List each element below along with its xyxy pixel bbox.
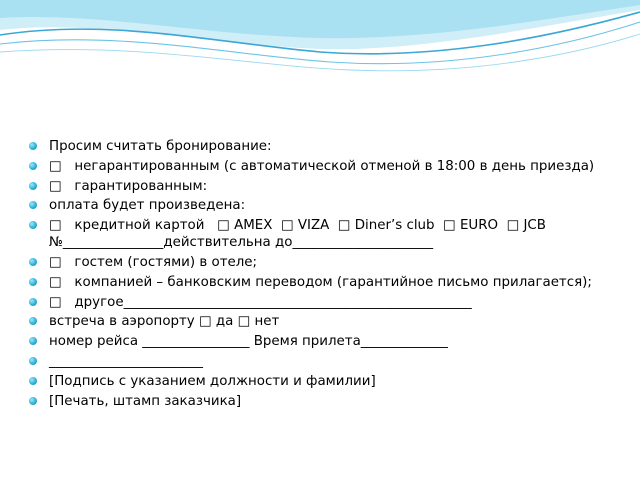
list-item: [Печать, штамп заказчика] — [29, 393, 619, 410]
bullet-icon — [29, 357, 37, 365]
list-item: □ негарантированным (с автоматической отменой в 18:00 в день приезда) — [29, 158, 619, 175]
bullet-icon — [29, 298, 37, 306]
booking-list — [29, 138, 619, 412]
list-item: □ гостем (гостями) в отеле; — [29, 254, 619, 271]
bullet-icon — [29, 221, 37, 229]
bullet-icon — [29, 258, 37, 266]
list-item: □ компанией – банковским переводом (гарантийное письмо прилагается); — [29, 274, 619, 291]
list-item: [Подпись с указанием должности и фамилии] — [29, 373, 619, 390]
bullet-icon — [29, 182, 37, 190]
bullet-icon — [29, 142, 37, 150]
list-item: Просим считать бронирование: — [29, 138, 619, 155]
bullet-icon — [29, 397, 37, 405]
bullet-icon — [29, 201, 37, 209]
list-item: □ кредитной картой □ АМЕХ □ VIZA □ Diner’s club □ EURO □ JCB №_______________действительна до_____________________ — [29, 217, 619, 251]
bullet-icon — [29, 278, 37, 286]
bullet-icon — [29, 317, 37, 325]
bullet-icon — [29, 337, 37, 345]
list-item: □ гарантированным: — [29, 178, 619, 195]
list-item: _______________________ — [29, 353, 619, 370]
list-item: оплата будет произведена: — [29, 197, 619, 214]
list-item: □ другое____________________________________________________ — [29, 294, 619, 311]
list-item: номер рейса ________________ Время прилета_____________ — [29, 333, 619, 350]
bullet-icon — [29, 162, 37, 170]
list-item: встреча в аэропорту □ да □ нет — [29, 313, 619, 330]
header-wave-decoration — [0, 0, 640, 90]
bullet-icon — [29, 377, 37, 385]
